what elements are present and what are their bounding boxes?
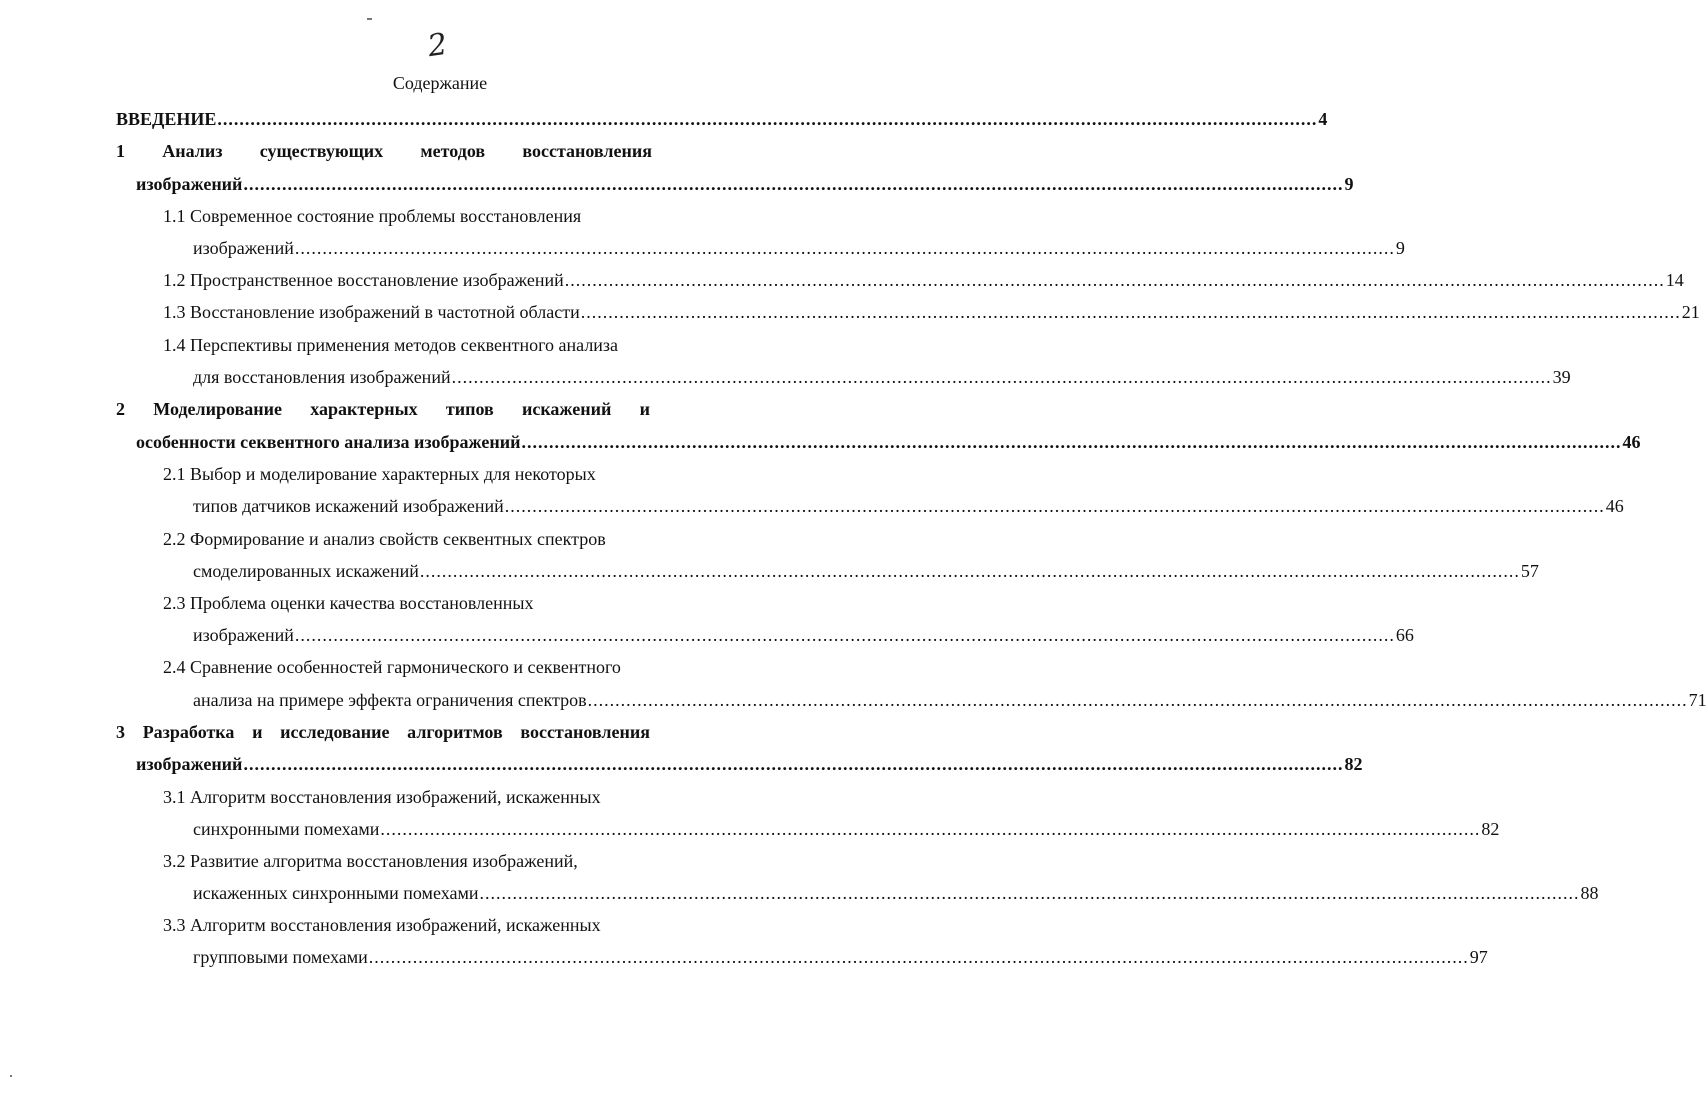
- toc-section-3-1-line2: [193, 817, 1500, 841]
- toc-section-2-3-line2: [193, 623, 1414, 647]
- toc-section-2-1-line1: 2.1 Выбор и моделирование характерных для некоторых: [163, 464, 596, 484]
- toc-entry-title: изображений: [136, 754, 243, 774]
- toc-entry-title: для восстановления изображений: [193, 367, 451, 387]
- toc-entry-title: искаженных синхронными помехами: [193, 883, 479, 903]
- leader-dots: ........................................................................................................................................................................................................: [521, 432, 1622, 452]
- toc-entry-title: изображений: [193, 238, 294, 258]
- heading-word: восстановления: [520, 722, 650, 742]
- heading-word: восстановления: [522, 141, 652, 161]
- heading-word: характерных: [310, 399, 418, 419]
- toc-entry-title: изображений: [193, 625, 294, 645]
- toc-section-2-2-line2: [193, 559, 1539, 583]
- handwritten-page-number: 2: [425, 26, 450, 65]
- toc-page-number: 46: [1605, 496, 1624, 516]
- toc-entry-title: типов датчиков искажений изображений: [193, 496, 504, 516]
- toc-section-1-1-line1: 1.1 Современное состояние проблемы восстановления: [163, 206, 582, 226]
- toc-entry-title: синхронными помехами: [193, 819, 380, 839]
- leader-dots: ........................................................................................................................................................................................................: [217, 109, 1318, 129]
- leader-dots: ........................................................................................................................................................................................................: [479, 883, 1580, 903]
- leader-dots: ........................................................................................................................................................................................................: [294, 238, 1395, 258]
- heading-word: и: [639, 399, 650, 419]
- toc-page-number: 46: [1622, 432, 1641, 452]
- heading-word: исследование: [280, 722, 390, 742]
- toc-page-number: 97: [1469, 947, 1488, 967]
- leader-dots: ........................................................................................................................................................................................................: [587, 690, 1688, 710]
- toc-entry-title: изображений: [136, 174, 243, 194]
- leader-dots: ........................................................................................................................................................................................................: [580, 302, 1681, 322]
- toc-section-3-2-line1: 3.2 Развитие алгоритма восстановления изображений,: [163, 851, 578, 871]
- toc-section-1-4-line2: [193, 365, 1571, 389]
- heading-word: Анализ: [162, 141, 223, 161]
- toc-page-number: 39: [1552, 367, 1571, 387]
- toc-section-2-4-line2: [193, 688, 1707, 712]
- page-title: Содержание: [392, 73, 488, 93]
- heading-word: 2: [116, 399, 125, 419]
- toc-section-2-3-line1: 2.3 Проблема оценки качества восстановленных: [163, 593, 534, 613]
- heading-word: искажений: [521, 399, 612, 419]
- leader-dots: ........................................................................................................................................................................................................: [243, 174, 1344, 194]
- toc-chapter-2-heading: [116, 397, 650, 421]
- leader-dots: ........................................................................................................................................................................................................: [504, 496, 1605, 516]
- heading-word: алгоритмов: [407, 722, 503, 742]
- toc-page-number: 4: [1318, 109, 1328, 129]
- toc-section-3-3-line2: [193, 945, 1488, 969]
- toc-chapter-3-heading: [116, 720, 650, 744]
- toc-page-number: 88: [1580, 883, 1599, 903]
- toc-chapter-2-continuation: [136, 430, 1641, 454]
- toc-section-1-1-line2: [193, 236, 1405, 260]
- toc-page-number: 9: [1395, 238, 1405, 258]
- toc-page-number: 82: [1344, 754, 1363, 774]
- toc-section-2-1-line2: [193, 494, 1624, 518]
- heading-word: типов: [445, 399, 494, 419]
- leader-dots: ........................................................................................................................................................................................................: [294, 625, 1395, 645]
- toc-page-number: 21: [1681, 302, 1700, 322]
- heading-word: 1: [116, 141, 125, 161]
- heading-word: Разработка: [142, 722, 235, 742]
- toc-entry-title: особенности секвентного анализа изображений: [136, 432, 521, 452]
- heading-word: Моделирование: [153, 399, 283, 419]
- toc-section-1-3: [163, 300, 1700, 324]
- toc-page-number: 71: [1688, 690, 1707, 710]
- toc-section-2-2-line1: 2.2 Формирование и анализ свойств секвентных спектров: [163, 529, 606, 549]
- toc-entry-title: анализа на примере эффекта ограничения спектров: [193, 690, 587, 710]
- toc-section-2-4-line1: 2.4 Сравнение особенностей гармонического и секвентного: [163, 657, 621, 677]
- toc-page-number: 14: [1665, 270, 1684, 290]
- leader-dots: ........................................................................................................................................................................................................: [564, 270, 1665, 290]
- toc-page-number: 9: [1344, 174, 1354, 194]
- toc-section-3-2-line2: [193, 881, 1599, 905]
- toc-chapter-3-continuation: [136, 752, 1363, 776]
- heading-word: существующих: [259, 141, 384, 161]
- toc-entry-title: 1.2 Пространственное восстановление изображений: [163, 270, 564, 290]
- toc-entry-title: смоделированных искажений: [193, 561, 419, 581]
- leader-dots: ........................................................................................................................................................................................................: [368, 947, 1469, 967]
- toc-section-1-4-line1: 1.4 Перспективы применения методов секвентного анализа: [163, 335, 619, 355]
- leader-dots: ........................................................................................................................................................................................................: [380, 819, 1481, 839]
- leader-dots: ........................................................................................................................................................................................................: [243, 754, 1344, 774]
- toc-section-3-1-line1: 3.1 Алгоритм восстановления изображений, искаженных: [163, 787, 601, 807]
- toc-chapter-1-continuation: [136, 172, 1354, 196]
- toc-section-3-3-line1: 3.3 Алгоритм восстановления изображений, искаженных: [163, 915, 601, 935]
- toc-entry-intro: [116, 107, 1328, 131]
- toc-entry-title: 1.3 Восстановление изображений в частотной области: [163, 302, 580, 322]
- toc-page-number: 57: [1520, 561, 1539, 581]
- toc-chapter-1-heading: [116, 139, 652, 163]
- toc-page-number: 82: [1481, 819, 1500, 839]
- heading-word: и: [252, 722, 263, 742]
- toc-entry-title: групповыми помехами: [193, 947, 368, 967]
- heading-word: методов: [420, 141, 486, 161]
- toc-page-number: 66: [1395, 625, 1414, 645]
- heading-word: 3: [116, 722, 125, 742]
- toc-entry-title: ВВЕДЕНИЕ: [116, 109, 217, 129]
- leader-dots: ........................................................................................................................................................................................................: [451, 367, 1552, 387]
- leader-dots: ........................................................................................................................................................................................................: [419, 561, 1520, 581]
- toc-section-1-2: [163, 268, 1684, 292]
